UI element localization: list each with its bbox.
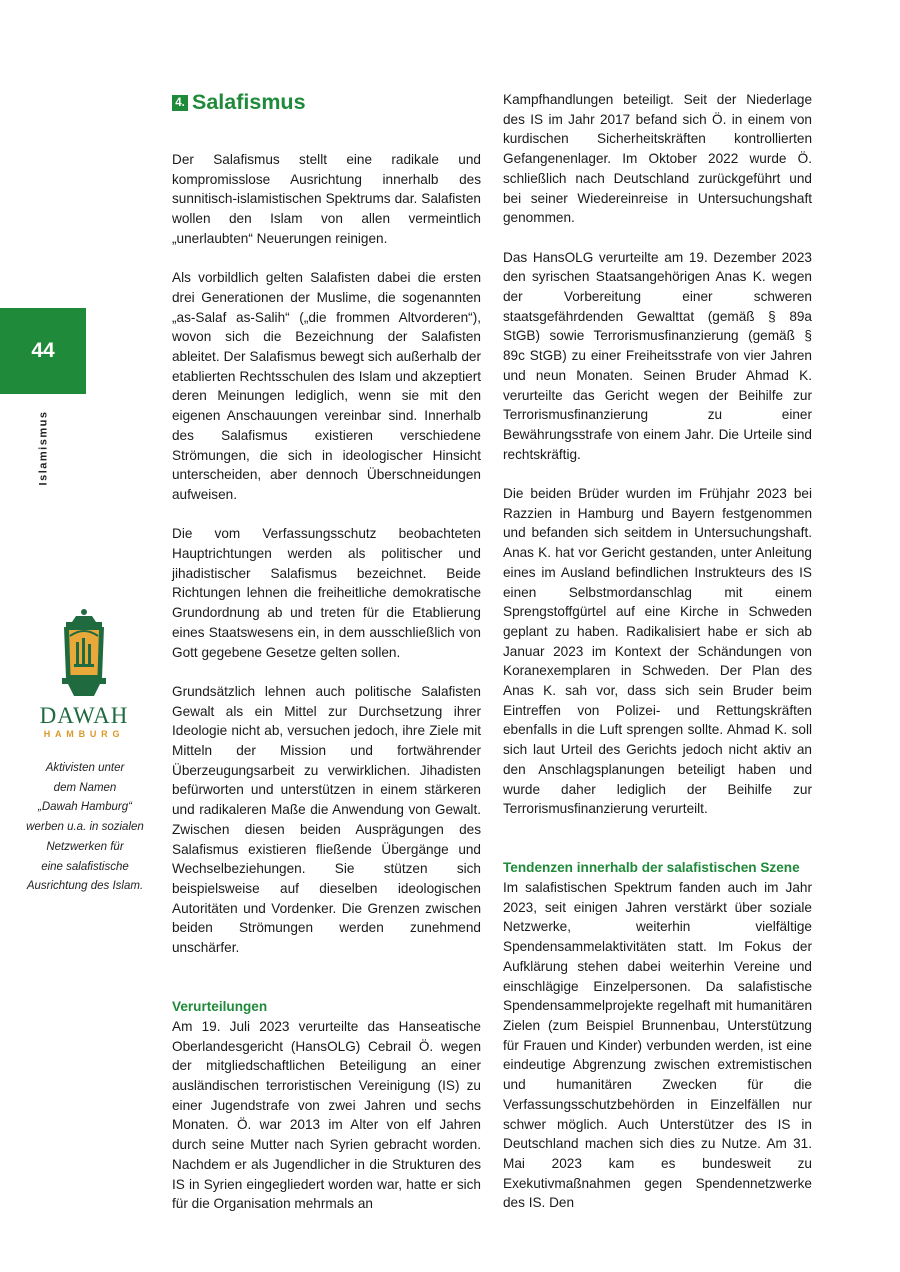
caption-line: Netzwerken für: [46, 840, 124, 853]
paragraph: Das HansOLG verurteilte am 19. Dezember 2023 den syrischen Staatsangehörigen Anas K. wegen der Vorbereitung einer schweren staatsgefährdenden Gewalttat (gemäß § 89a StGB) sowie Terrorismusfinanzierung (gemäß § 89c StGB) zu einer Freiheitsstrafe von vier Jahren und neun Monaten. Seinen Bruder Ahmad K. verurteilte das Gericht wegen der Beihilfe zur Terrorismusfinanzierung zu einer Bewährungsstrafe von einem Jahr. Die Urteile sind rechtskräftig.: [503, 249, 812, 462]
caption-line: „Dawah Hamburg“: [38, 801, 132, 814]
section-side-label: [33, 408, 53, 488]
paragraph: Als vorbildlich gelten Salafisten dabei die ersten drei Generationen der Muslime, die sogenannten „as-Salaf as-Salih“ („die frommen Altvorderen“), wovon sich die Bezeichnung der Salafisten ableitet. Der Salafismus bewegt sich außerhalb der etablierten Rechtsschulen des Islam und akzeptiert deren Meinungen lediglich, wenn sie mit den eigenen Anschauungen vereinbar sind. Innerhalb des Salafismus existieren verschiedene Strömungen, die sich in ideologischer Hinsicht unterscheiden, aber dennoch Überschneidungen aufweisen.: [172, 270, 481, 502]
section-number: 4.: [172, 95, 188, 111]
page-number-tab: [0, 308, 86, 394]
section-title: Salafismus: [192, 90, 306, 114]
text-column-right: [503, 90, 812, 1213]
caption-line: Ausrichtung des Islam.: [26, 880, 144, 893]
paragraph: Der Salafismus stellt eine radikale und kompromisslose Ausrichtung innerhalb des sunnitisch-islamistischen Spektrums dar. Salafisten wollen den Islam von allen vermeintlich „unerlaubten“ Neuerungen reinigen.: [172, 152, 481, 246]
lantern-icon: [54, 608, 114, 700]
logo-wordmark: DAWAH: [39, 703, 129, 728]
paragraph: Am 19. Juli 2023 verurteilte das Hanseatische Oberlandesgericht (HansOLG) Cebrail Ö. wegen der mitgliedschaftlichen Beteiligung an einer ausländischen terroristischen Vereinigung (IS) zu einer Jugendstrafe von zwei Jahren und sechs Monaten. Ö. war 2013 im Alter von elf Jahren durch seine Mutter nach Syrien gebracht worden. Nachdem er als Jugendlicher in die Strukturen des IS in Syrien eingegliedert worden war, hatte er sich für die Organisation mehrmals an: [172, 1018, 481, 1212]
section-heading: [172, 90, 306, 115]
paragraph: Grundsätzlich lehnen auch politische Salafisten Gewalt als ein Mittel zur Durchsetzung ihrer Ideologie nicht ab, versuchen jedoch, ihre Ziele mit Mitteln der Mission und fortwährender Überzeugungsarbeit zu verwirklichen. Jihadisten befürworten und unterstützen in einem stärkeren und radikaleren Maße die Anwendung von Gewalt. Zwischen diesen beiden Ausprägungen des Salafismus existieren fließende Übergänge und Wechselbeziehungen. Sie stützen sich beispielsweise auf dieselben ideologischen Autoritäten und Vordenker. Die Grenzen zwischen beiden Strömungen werden zunehmend unschärfer.: [172, 683, 481, 956]
image-caption: [18, 759, 152, 897]
caption-line: werben u.a. in sozialen: [26, 821, 144, 834]
caption-line: Aktivisten unter: [45, 762, 125, 774]
paragraph: Kampfhandlungen beteiligt. Seit der Niederlage des IS im Jahr 2017 befand sich Ö. in einem von kurdischen Sicherheitskräften kontrollierten Gefangenenlager. Im Oktober 2022 wurde Ö. schließlich nach Deutschland zurückgeführt und bei seiner Wiedereinreise in Untersuchungshaft genommen.: [503, 92, 812, 226]
caption-line: dem Namen: [53, 781, 117, 794]
logo-subtitle: HAMBURG: [43, 729, 125, 739]
paragraph: Im salafistischen Spektrum fanden auch im Jahr 2023, seit einigen Jahren verstärkt über soziale Netzwerke, weiterhin vielfältige Spendensammelaktivitäten statt. Im Fokus der Aufklärung stehen dabei weiterhin Vereine und einschlägige Einzelpersonen. Da salafistische Spendensammelprojekte regelhaft mit humanitären Zielen (zum Beispiel Brunnenbau, Unterstützung für Frauen und Kinder) verbunden werden, ist eine eindeutige Abgrenzung zwischen extremistischen und humanitären Zwecken für die Verfassungsschutzbehörden in Einzelfällen nur schwer möglich. Auch Unterstützer des IS in Deutschland machen sich dies zu Nutze. Am 31. Mai 2023 kam es bundesweit zu Exekutivmaßnahmen gegen Spendennetzwerke des IS. Den: [503, 880, 812, 1211]
text-column-left: [172, 150, 481, 1214]
paragraph: Die beiden Brüder wurden im Frühjahr 2023 bei Razzien in Hamburg und Bayern festgenommen und befanden sich seitdem in Untersuchungshaft. Anas K. hat vor Gericht gestanden, unter Anleitung eines im Ausland befindlichen Instrukteurs des IS einen Selbstmordanschlag mit einem Sprengstoffgürtel auf eine Kirche in Schweden geplant zu haben. Radikalisiert habe er sich ab Januar 2023 im Kontext der Schändungen von Koranexemplaren in Schweden. Der Plan des Anas K. sah vor, dass sich sein Bruder beim Eintreffen von Polizei- und Rettungskräften ebenfalls in die Luft sprengen sollte. Ahmad K. soll sich laut Urteil des Gerichts jedoch nicht aktiv an den Anschlagsplanungen beteiligt haben und wurde daher lediglich der Beihilfe zur Terrorismusfinanzierung verurteilt.: [503, 486, 812, 817]
paragraph: Die vom Verfassungsschutz beobachteten Hauptrichtungen werden als politischer und jihadistischer Salafismus bezeichnet. Beide Richtungen lehnen die freiheitliche demokratische Grundordnung ab und treten für die Etablierung eines Staatswesens ein, in dem ausschließlich von Gott gegebene Gesetze gelten sollen.: [172, 526, 481, 660]
dawah-hamburg-logo: [28, 608, 140, 739]
section-label-text: Islamismus: [37, 410, 50, 486]
subheading: Tendenzen innerhalb der salafistischen Szene: [503, 860, 800, 876]
caption-line: eine salafistische: [41, 860, 129, 873]
page-number: 44: [31, 339, 55, 362]
subheading: Verurteilungen: [172, 999, 268, 1015]
